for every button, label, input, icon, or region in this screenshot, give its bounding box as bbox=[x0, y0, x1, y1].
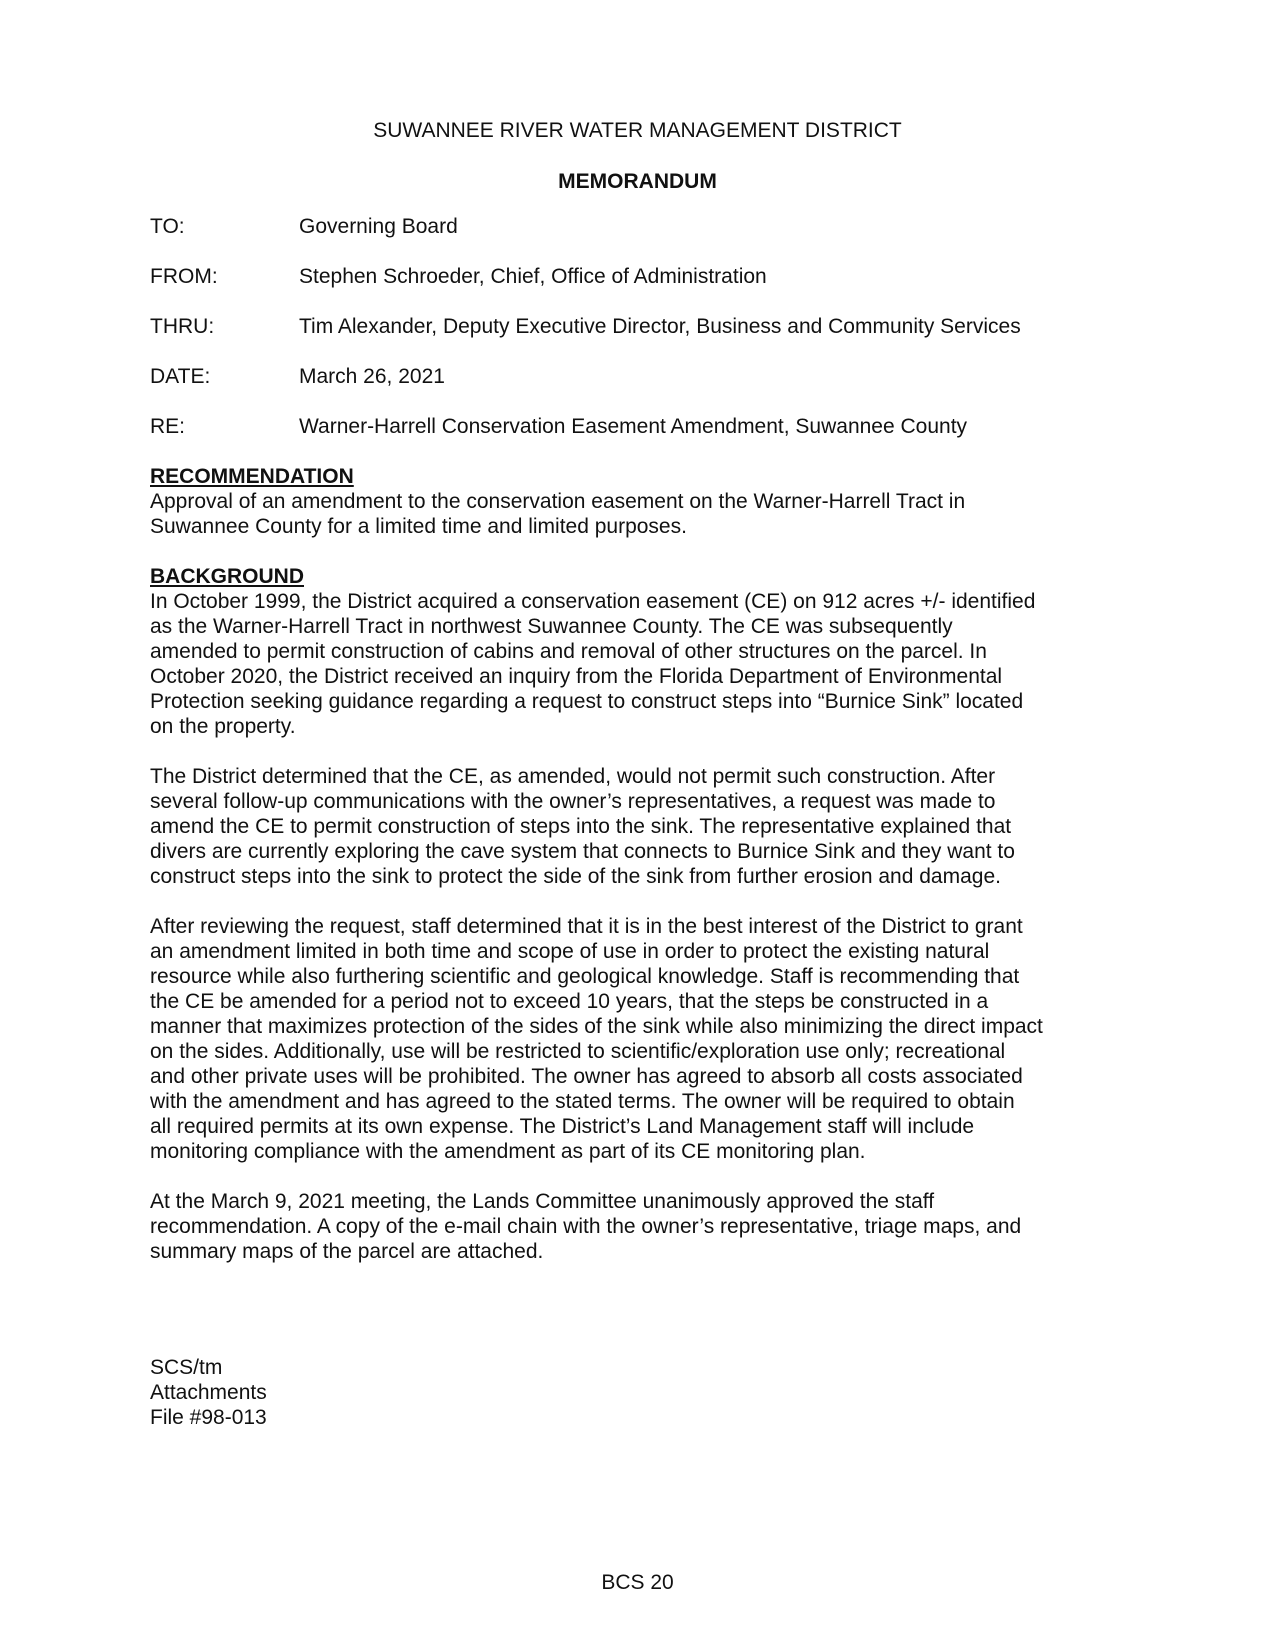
memo-value: Governing Board bbox=[299, 215, 458, 238]
text-line: amended to permit construction of cabins and removal of other structures on the parcel. In bbox=[150, 640, 987, 663]
memo-header-date bbox=[150, 364, 1150, 390]
text-line: all required permits at its own expense. The District’s Land Management staff will include bbox=[150, 1115, 975, 1138]
text-line: on the property. bbox=[150, 715, 296, 738]
background-paragraph-3 bbox=[150, 914, 1140, 1164]
text-line: At the March 9, 2021 meeting, the Lands Committee unanimously approved the staff bbox=[150, 1190, 935, 1213]
text-line: the CE be amended for a period not to exceed 10 years, that the steps be constructed in a bbox=[150, 990, 989, 1013]
text-line: In October 1999, the District acquired a conservation easement (CE) on 912 acres +/- identified bbox=[150, 590, 1036, 613]
file-number: File #98-013 bbox=[150, 1406, 267, 1429]
memo-value: Warner-Harrell Conservation Easement Amendment, Suwannee County bbox=[299, 415, 968, 438]
page-number: BCS 20 bbox=[601, 1571, 674, 1594]
text-line: amend the CE to permit construction of steps into the sink. The representative explained that bbox=[150, 815, 1012, 838]
text-line: summary maps of the parcel are attached. bbox=[150, 1240, 544, 1263]
text-line: an amendment limited in both time and scope of use in order to protect the existing natural bbox=[150, 940, 990, 963]
text-line: Protection seeking guidance regarding a request to construct steps into “Burnice Sink” located bbox=[150, 690, 1024, 713]
recommendation-heading: RECOMMENDATION bbox=[150, 465, 354, 488]
memo-label: RE: bbox=[150, 415, 186, 438]
background-paragraph-4 bbox=[150, 1189, 1140, 1264]
text-line: several follow-up communications with the owner’s representatives, a request was made to bbox=[150, 790, 996, 813]
text-line: After reviewing the request, staff determined that it is in the best interest of the District to grant bbox=[150, 915, 1023, 938]
author-initials: SCS/tm bbox=[150, 1356, 223, 1379]
organization-name: SUWANNEE RIVER WATER MANAGEMENT DISTRICT bbox=[373, 119, 902, 142]
attachments-note: Attachments bbox=[150, 1381, 267, 1404]
memo-label: TO: bbox=[150, 215, 185, 238]
text-line: as the Warner-Harrell Tract in northwest Suwannee County. The CE was subsequently bbox=[150, 615, 953, 638]
memo-label: FROM: bbox=[150, 265, 218, 288]
text-line: recommendation. A copy of the e-mail chain with the owner’s representative, triage maps, and bbox=[150, 1215, 1022, 1238]
memo-header-to bbox=[150, 214, 1150, 240]
recommendation-section bbox=[150, 464, 1140, 539]
memo-header-thru bbox=[150, 314, 1150, 340]
background-section bbox=[150, 564, 1140, 589]
closing-block bbox=[150, 1355, 267, 1430]
background-paragraph-1 bbox=[150, 589, 1140, 739]
text-line: Suwannee County for a limited time and limited purposes. bbox=[150, 515, 687, 538]
text-line: resource while also furthering scientific and geological knowledge. Staff is recommending that bbox=[150, 965, 1020, 988]
text-line: and other private uses will be prohibited. The owner has agreed to absorb all costs associated bbox=[150, 1065, 1023, 1088]
text-line: on the sides. Additionally, use will be restricted to scientific/exploration use only; recreational bbox=[150, 1040, 1006, 1063]
text-line: October 2020, the District received an inquiry from the Florida Department of Environmental bbox=[150, 665, 1003, 688]
text-line: construct steps into the sink to protect the side of the sink from further erosion and damage. bbox=[150, 865, 1001, 888]
text-line: The District determined that the CE, as amended, would not permit such construction. After bbox=[150, 765, 996, 788]
memo-label: THRU: bbox=[150, 315, 215, 338]
text-line: with the amendment and has agreed to the stated terms. The owner will be required to obtain bbox=[150, 1090, 1015, 1113]
memo-header-from bbox=[150, 264, 1150, 290]
memo-value: Stephen Schroeder, Chief, Office of Administration bbox=[299, 265, 767, 288]
memo-title: MEMORANDUM bbox=[558, 170, 717, 193]
memo-label: DATE: bbox=[150, 365, 211, 388]
recommendation-text bbox=[150, 489, 1140, 539]
background-heading: BACKGROUND bbox=[150, 565, 304, 588]
text-line: Approval of an amendment to the conservation easement on the Warner-Harrell Tract in bbox=[150, 490, 966, 513]
text-line: monitoring compliance with the amendment as part of its CE monitoring plan. bbox=[150, 1140, 866, 1163]
text-line: divers are currently exploring the cave system that connects to Burnice Sink and they want to bbox=[150, 840, 1015, 863]
memo-value: March 26, 2021 bbox=[299, 365, 445, 388]
text-line: manner that maximizes protection of the sides of the sink while also minimizing the direct impact bbox=[150, 1015, 1043, 1038]
memo-header-re bbox=[150, 414, 1150, 440]
memo-value: Tim Alexander, Deputy Executive Director, Business and Community Services bbox=[299, 315, 1021, 338]
background-paragraph-2 bbox=[150, 764, 1140, 889]
